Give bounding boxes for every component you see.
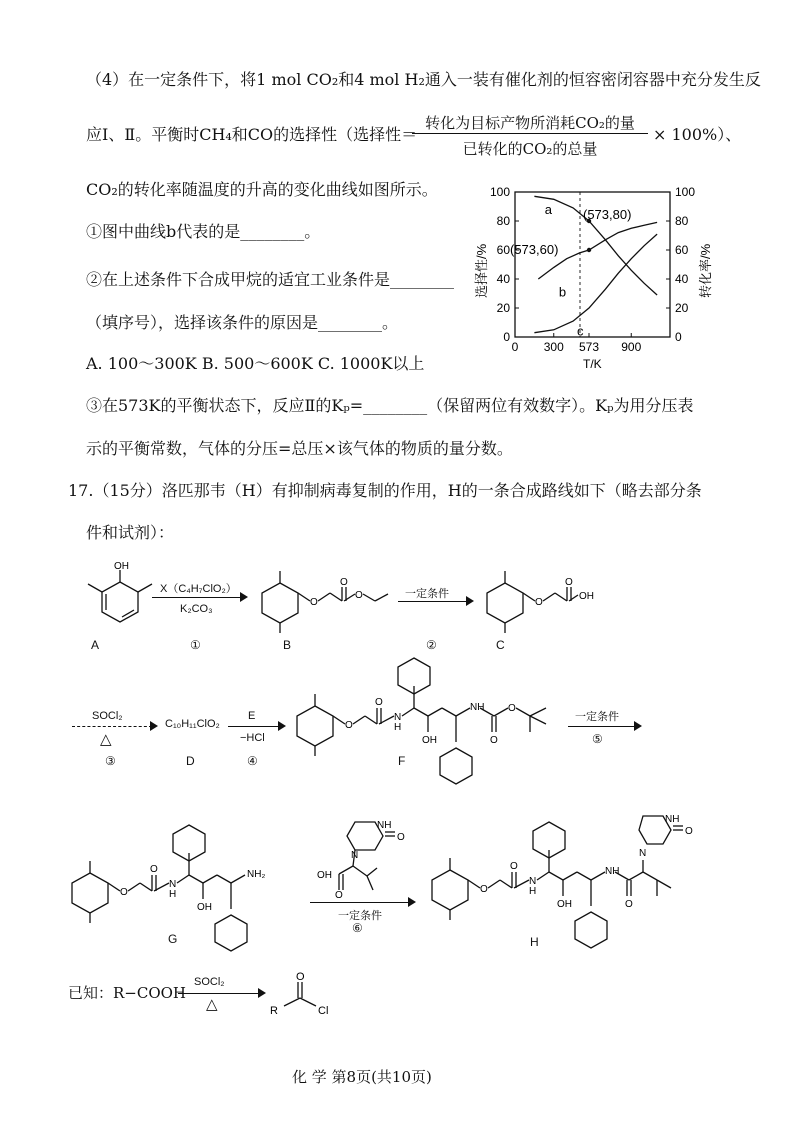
F-O1: O xyxy=(345,720,353,731)
label-B: B xyxy=(283,638,292,652)
molecule-A xyxy=(80,560,160,640)
delta-3: △ xyxy=(100,731,112,748)
label-D: D xyxy=(186,754,195,768)
y-tick-label-left-60: 60 xyxy=(496,243,510,257)
label-G: G xyxy=(168,932,178,946)
reagent-K2CO3: K₂CO₃ xyxy=(180,603,213,615)
arrow-6 xyxy=(310,902,410,903)
cond-2: 一定条件 xyxy=(405,588,449,600)
known-delta: △ xyxy=(206,996,218,1013)
arrowhead-1 xyxy=(240,592,248,602)
y-tick-label-right-40: 40 xyxy=(675,272,689,286)
molecule-B xyxy=(255,565,395,635)
F-O4: O xyxy=(508,703,516,714)
x-tick-label-0: 0 xyxy=(511,340,519,354)
y-tick-label-right-60: 60 xyxy=(675,243,689,257)
series-label-a: a xyxy=(544,201,552,217)
F-O3: O xyxy=(490,735,498,746)
molecule-G xyxy=(65,815,305,965)
y-tick-label-left-80: 80 xyxy=(496,214,510,228)
acyl-chloride xyxy=(262,970,352,1020)
q4-options: A. 100～300K B. 500～600K C. 1000K以上 xyxy=(86,354,425,373)
y-left-label: 选择性/% xyxy=(474,243,489,298)
x-tick-label-300: 300 xyxy=(543,340,564,354)
acyl-R: R xyxy=(270,1005,278,1017)
q4-line-3: CO₂的转化率随温度的升高的变化曲线如图所示。 xyxy=(86,180,438,199)
q4-sub-5: 示的平衡常数，气体的分压=总压×该气体的物质的量分数。 xyxy=(86,439,513,458)
arrowhead-4 xyxy=(278,721,286,731)
arrow-5 xyxy=(568,726,636,727)
H-O1: O xyxy=(480,884,488,895)
q4-line-1: （4）在一定条件下，将1 mol CO₂和4 mol H₂通入一装有催化剂的恒容密闭容器中充分发生反 xyxy=(86,70,761,89)
reagent6-O: O xyxy=(397,832,405,843)
page-footer: 化 学 第8页(共10页) xyxy=(292,1068,432,1086)
formula-D: C₁₀H₁₁ClO₂ xyxy=(165,718,220,730)
molecule-F xyxy=(290,648,570,798)
selectivity-conversion-chart xyxy=(440,180,720,380)
cond-6: 一定条件 xyxy=(338,910,382,922)
step-5: ⑤ xyxy=(592,732,603,746)
q4-sub-2: ②在上述条件下合成甲烷的适宜工业条件是________ xyxy=(86,270,455,289)
y-tick-label-right-20: 20 xyxy=(675,301,689,315)
arrowhead-3 xyxy=(150,721,158,731)
minus-HCl: −HCl xyxy=(240,732,265,744)
q4-sub-1: ①图中曲线b代表的是________。 xyxy=(86,222,321,241)
arrowhead-6 xyxy=(408,897,416,907)
q4-sub-4: ③在573K的平衡状态下，反应Ⅱ的Kₚ=________（保留两位有效数字）。Kₚ为用分压表 xyxy=(86,396,694,415)
A-OH: OH xyxy=(114,561,129,572)
C-O2: O xyxy=(565,577,573,588)
q4-sub-3: （填序号），选择该条件的原因是________。 xyxy=(86,313,399,332)
known-label: 已知：R−COOH xyxy=(68,984,187,1002)
q4-line-2a: 应Ⅰ、Ⅱ。平衡时CH₄和CO的选择性（选择性＝ xyxy=(86,125,418,144)
y-tick-label-left-0: 0 xyxy=(503,330,510,344)
y-tick-label-right-0: 0 xyxy=(675,330,682,344)
reagent-E: E xyxy=(248,710,256,722)
F-H1: H xyxy=(394,722,402,733)
q17-line-2: 件和试剂）： xyxy=(86,523,175,542)
H-N2: N xyxy=(639,848,647,859)
arrowhead-5 xyxy=(634,721,642,731)
fraction-denominator: 已转化的CO₂的总量 xyxy=(462,140,598,158)
H-N1: N xyxy=(529,876,537,887)
B-O2: O xyxy=(340,577,348,588)
label-A: A xyxy=(91,638,100,652)
G-NH2: NH₂ xyxy=(247,869,266,880)
B-O1: O xyxy=(310,597,318,608)
H-NH2: NH xyxy=(665,814,680,825)
reagent6-NH: NH xyxy=(377,820,392,831)
reagent6-O2: O xyxy=(335,890,343,898)
reagent6-N: N xyxy=(351,850,359,861)
H-H1: H xyxy=(529,886,537,897)
step-2: ② xyxy=(426,638,437,652)
y-tick-label-left-100: 100 xyxy=(489,185,510,199)
H-O4: O xyxy=(685,826,693,837)
B-O3: O xyxy=(355,590,363,601)
G-N1: N xyxy=(169,879,177,890)
acyl-O: O xyxy=(296,971,305,983)
molecule-H xyxy=(425,812,755,962)
G-O1: O xyxy=(120,887,128,898)
q17-line-1: 17.（15分）洛匹那韦（H）有抑制病毒复制的作用，H的一条合成路线如下（略去部分条 xyxy=(68,481,702,500)
y-tick-label-left-40: 40 xyxy=(496,272,510,286)
molecule-C xyxy=(480,565,600,635)
reagent-X: X（C₄H₇ClO₂） xyxy=(160,583,237,595)
F-N1: N xyxy=(394,712,402,723)
label-573-80: (573,80) xyxy=(583,207,632,222)
G-O2: O xyxy=(150,864,158,875)
reagent6-HO: OH xyxy=(317,870,332,881)
F-O2: O xyxy=(375,697,383,708)
G-OH: OH xyxy=(197,902,212,913)
fraction-numerator: 转化为目标产物所消耗CO₂的量 xyxy=(425,114,635,132)
fraction-bar xyxy=(412,133,648,134)
arrowhead-2 xyxy=(466,596,474,606)
y-tick-label-right-100: 100 xyxy=(675,185,696,199)
y-tick-label-left-20: 20 xyxy=(496,301,510,315)
y-tick-label-right-80: 80 xyxy=(675,214,689,228)
C-OH: OH xyxy=(579,591,594,602)
G-H1: H xyxy=(169,889,177,900)
reagent-SOCl2: SOCl₂ xyxy=(92,710,123,722)
acyl-Cl: Cl xyxy=(318,1005,329,1017)
series-label-c: c xyxy=(577,323,584,339)
point-573-60 xyxy=(587,248,591,252)
arrow-3 xyxy=(72,726,152,727)
label-H: H xyxy=(530,935,539,949)
arrow-1 xyxy=(152,597,242,598)
reagent-6 xyxy=(315,818,410,898)
step-4: ④ xyxy=(247,754,258,768)
step-6: ⑥ xyxy=(352,921,363,935)
step-1: ① xyxy=(190,638,201,652)
arrow-4 xyxy=(228,726,280,727)
x-tick-label-900: 900 xyxy=(621,340,642,354)
arrow-2 xyxy=(398,601,468,602)
x-axis-label: T/K xyxy=(583,357,602,371)
H-O3: O xyxy=(625,899,633,910)
F-NH: NH xyxy=(470,702,485,713)
H-OH: OH xyxy=(557,899,572,910)
y-right-label: 转化率/% xyxy=(698,243,713,298)
x-tick-label-573: 573 xyxy=(578,340,600,354)
F-OH: OH xyxy=(422,735,437,746)
step-3: ③ xyxy=(105,754,116,768)
label-F: F xyxy=(398,754,406,768)
label-573-60: (573,60) xyxy=(510,242,559,257)
known-socl2: SOCl₂ xyxy=(194,976,225,988)
cond-5: 一定条件 xyxy=(575,711,619,723)
H-O2: O xyxy=(510,861,518,872)
H-NH: NH xyxy=(605,866,620,877)
known-arrow xyxy=(178,993,260,994)
series-label-b: b xyxy=(558,284,567,300)
label-C: C xyxy=(496,638,505,652)
C-O1: O xyxy=(535,597,543,608)
q4-line-2b: × 100%）、 xyxy=(653,125,742,144)
